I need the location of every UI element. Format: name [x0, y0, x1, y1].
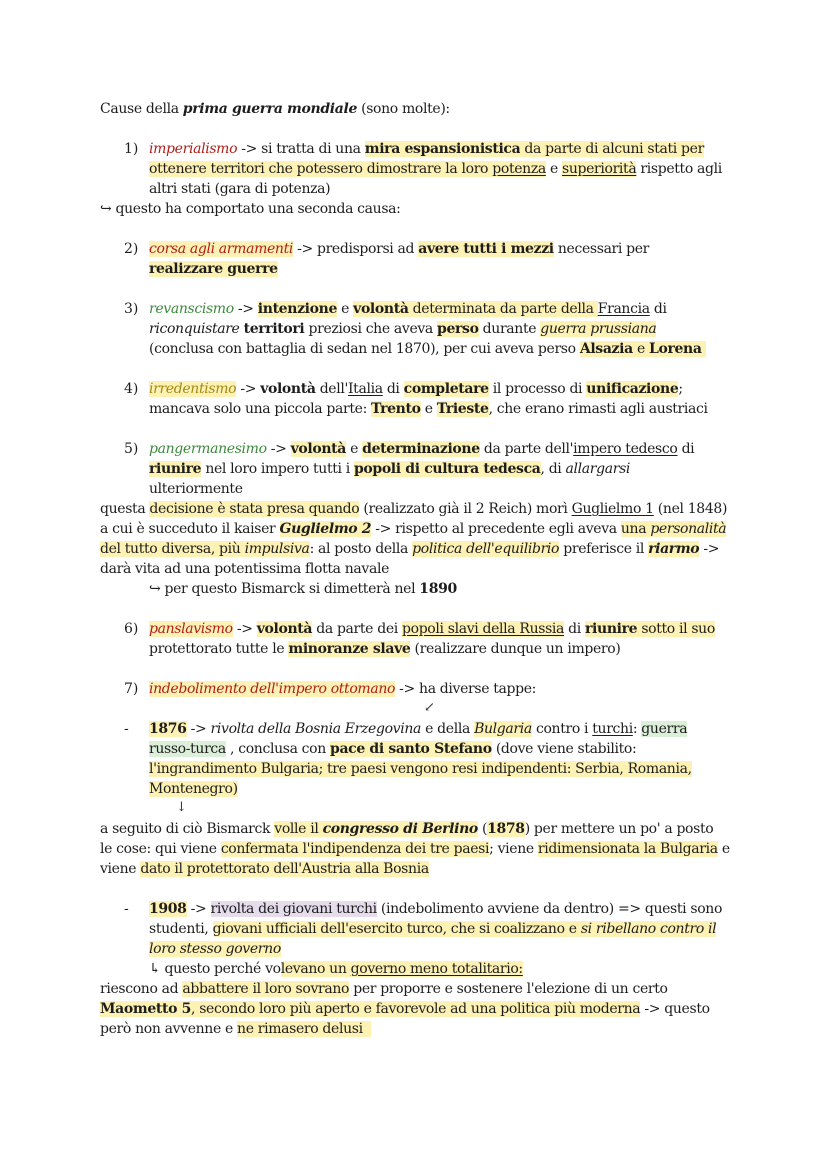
list-number: 7): [124, 681, 139, 697]
list-item-indebolimento: indebolimento dell'impero ottomano -> ha diverse tappe:: [149, 681, 537, 697]
paragraph-line: Maometto 5, secondo loro più aperto e favorevole ad una politica più moderna -> questo: [100, 1001, 710, 1017]
paragraph-line: però non avvenne e ne rimasero delusi: [100, 1019, 371, 1039]
corner-arrow-icon: ↳: [149, 961, 161, 977]
bullet-1908: 1908 -> rivolta dei giovani turchi (indebolimento avviene da dentro) => questi sono: [149, 901, 723, 917]
list-number: 6): [124, 621, 139, 637]
list-item-text: riconquistare territori preziosi che aveva perso durante guerra prussiana: [149, 321, 657, 337]
bullet-text: l'ingrandimento Bulgaria; tre paesi vengono resi indipendenti: Serbia, Romania,: [149, 761, 692, 777]
list-item-text: realizzare guerre: [149, 261, 278, 277]
list-number: 5): [124, 441, 139, 457]
list-item-imperialismo: imperialismo -> si tratta di una mira espansionistica da parte di alcuni stati per: [149, 141, 704, 157]
bullet-text: russo-turca , conclusa con pace di santo Stefano (dove viene stabilito:: [149, 741, 637, 757]
consequence-line: ↪ questo ha comportato una seconda causa:: [100, 201, 401, 217]
paragraph-line: riescono ad abbattere il loro sovrano per proporre e sostenere l'elezione di un certo: [100, 981, 668, 997]
list-number: 2): [124, 241, 139, 257]
bullet-text: loro stesso governo: [149, 941, 281, 957]
hook-arrow-icon: ↪: [100, 201, 112, 217]
page-title: Cause della prima guerra mondiale (sono molte):: [100, 101, 450, 117]
bullet-text: Montenegro): [149, 781, 238, 797]
consequence-line: ↳ questo perché volevano un governo meno totalitario:: [149, 961, 523, 977]
list-item-armamenti: corsa agli armamenti -> predisporsi ad avere tutti i mezzi necessari per: [149, 241, 650, 257]
list-number: 3): [124, 301, 139, 317]
hook-arrow-icon: ↪: [149, 581, 161, 597]
list-item-panslavismo: panslavismo -> volontà da parte dei popoli slavi della Russia di riunire sotto il suo: [149, 621, 715, 637]
list-item-text: (conclusa con battaglia di sedan nel 1870), per cui aveva perso Alsazia e Lorena: [149, 339, 706, 359]
bullet-1876: 1876 -> rivolta della Bosnia Erzegovina e della Bulgaria contro i turchi: guerra: [149, 721, 688, 737]
consequence-line: ↪ per questo Bismarck si dimetterà nel 1890: [149, 581, 457, 597]
list-number: 1): [124, 141, 139, 157]
paragraph-line: a seguito di ciò Bismarck volle il congresso di Berlino (1878) per mettere un po' a posto: [100, 821, 714, 837]
bullet-text: studenti, giovani ufficiali dell'esercito turco, che si coalizzano e si ribellano contro il: [149, 921, 717, 937]
paragraph-line: viene dato il protettorato dell'Austria alla Bosnia: [100, 861, 429, 877]
list-number: 4): [124, 381, 139, 397]
paragraph-line: le cose: qui viene confermata l'indipendenza dei tre paesi; viene ridimensionata la Bulgaria e: [100, 841, 730, 857]
list-item-text: riunire nel loro impero tutti i popoli di cultura tedesca, di allargarsi: [149, 461, 631, 477]
down-arrow-icon: ↓: [176, 800, 187, 815]
list-item-revanscismo: revanscismo -> intenzione e volontà determinata da parte della Francia di: [149, 301, 667, 317]
list-item-irredentismo: irredentismo -> volontà dell'Italia di completare il processo di unificazione;: [149, 381, 683, 397]
list-item-text: protettorato tutte le minoranze slave (realizzare dunque un impero): [149, 641, 621, 657]
paragraph-line: darà vita ad una potentissima flotta navale: [100, 561, 390, 577]
list-item-text: ulteriormente: [149, 481, 243, 497]
paragraph-line: a cui è succeduto il kaiser Guglielmo 2 -> rispetto al precedente egli aveva una personalità: [100, 521, 727, 537]
paragraph-line: questa decisione è stata presa quando (realizzato già il 2 Reich) morì Guglielmo 1 (nel 1848): [100, 501, 728, 517]
list-item-text: mancava solo una piccola parte: Trento e Trieste, che erano rimasti agli austriaci: [149, 401, 708, 417]
list-item-pangermanesimo: pangermanesimo -> volontà e determinazione da parte dell'impero tedesco di: [149, 441, 695, 457]
down-left-arrow-icon: ↙: [424, 700, 435, 715]
list-item-text: ottenere territori che potessero dimostrare la loro potenza e superiorità rispetto agli: [149, 161, 722, 177]
bullet-dash: -: [124, 721, 129, 737]
bullet-dash: -: [124, 901, 129, 917]
paragraph-line: del tutto diversa, più impulsiva: al posto della politica dell'equilibrio preferisce il riarmo ->: [100, 541, 720, 557]
list-item-text: altri stati (gara di potenza): [149, 181, 331, 197]
